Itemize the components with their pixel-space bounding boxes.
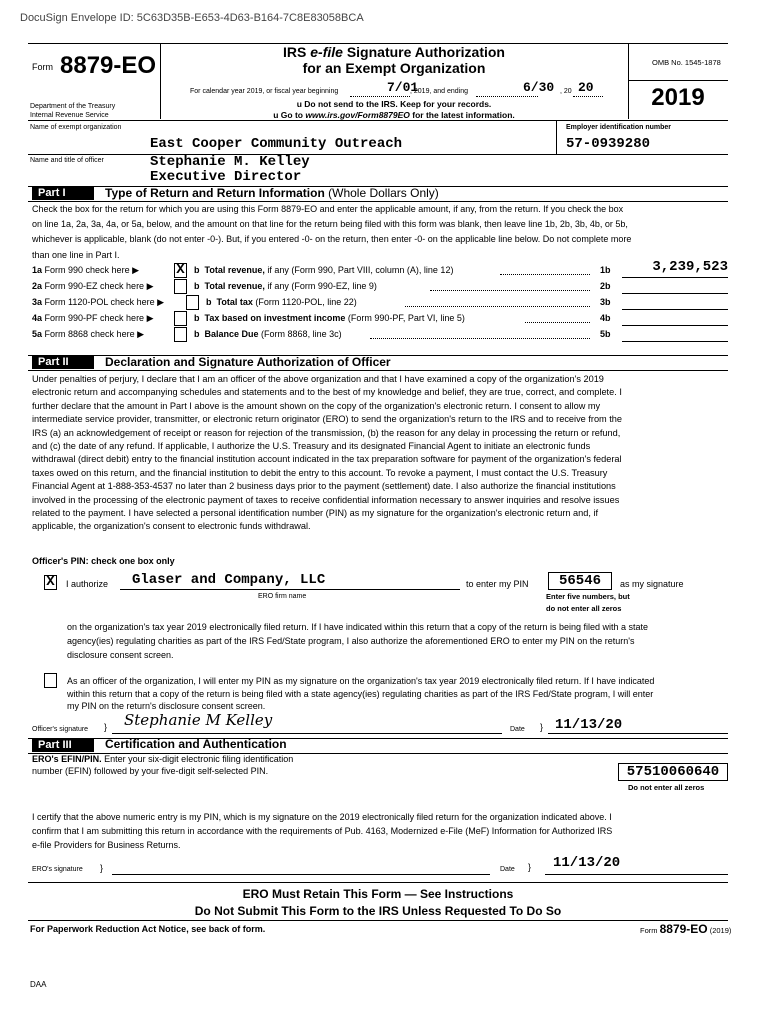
ero-date-label: Date <box>500 866 515 873</box>
line-ref: 1b <box>600 265 611 275</box>
ero-date: 11/13/20 <box>553 855 621 871</box>
amount-underline <box>622 293 728 294</box>
option2-text: As an officer of the organization, I will enter my PIN as my signature on the organization's tax year 2019 electronically filed return. If I have indicated within this return that a copy of the return is being filed with a state agency(ies) regulating charities as part of the IRS Fed/State program, I will enter my PIN on the return's disclosure consent screen. <box>67 676 655 711</box>
to-enter-pin: to enter my PIN <box>466 579 529 589</box>
part3-label: Part III <box>32 738 94 752</box>
line-b-label <box>194 329 342 339</box>
line-ref: 2b <box>600 281 611 291</box>
form-subtitle: for an Exempt Organization <box>302 60 486 76</box>
form-number: 8879-EO <box>60 52 157 79</box>
line-a-text: Form 990 check here <box>44 265 130 275</box>
arrow-right-icon: ▶ <box>157 297 165 307</box>
ero-retain: ERO Must Retain This Form — See Instructions <box>242 887 514 901</box>
line-a-number: 5a <box>32 329 43 339</box>
arrow-right-icon: ▶ <box>146 281 154 291</box>
part1-title: Type of Return and Return Information (Whole Dollars Only) <box>105 186 439 200</box>
line-a-text: Form 990-EZ check here <box>44 281 145 291</box>
arrow-right-icon: ▶ <box>132 265 140 275</box>
line-b-label <box>206 297 357 307</box>
line-a-label <box>32 329 144 340</box>
line-checkbox[interactable] <box>186 295 199 310</box>
line-b-letter: b <box>194 329 200 339</box>
line-amount[interactable]: 3,239,523 <box>652 259 728 275</box>
as-my-signature: as my signature <box>620 579 684 589</box>
part1-instructions: Check the box for the return for which you are using this Form 8879-EO and enter the applicable amount, if any, from the return. If you check the box on line 1a, 2a, 3a, 4a, or 5a, below, and the amount on that line for the return being filed with this form was blank, then leave line 1b, 2b, 3b, 4b, or 5b, whichever is applicable, blank (do not enter -0-). But, if you entered -0- on the return, then enter -0- on the applicable line below. Do not complete more than one line in Part I. <box>32 204 632 260</box>
omb-number: OMB No. 1545-1878 <box>652 58 721 67</box>
no-zeros-note: do not enter all zeros <box>546 604 622 613</box>
line-checkbox[interactable] <box>174 279 187 294</box>
calendar-year-text: For calendar year 2019, or fiscal year beginning <box>190 88 339 95</box>
line-a-number: 4a <box>32 313 43 323</box>
form-label: Form <box>32 62 53 72</box>
line-ref: 5b <box>600 329 611 339</box>
line-b-label <box>194 265 453 275</box>
officer-date: 11/13/20 <box>555 717 623 733</box>
leader-dots <box>500 274 590 275</box>
leader-dots <box>525 322 590 323</box>
leader-dots <box>430 290 590 291</box>
line-a-number: 2a <box>32 281 43 291</box>
line-a-text: Form 1120-POL check here <box>44 297 155 307</box>
form-title: IRS e-file Signature Authorization <box>283 44 505 60</box>
efin-no-zeros: Do not enter all zeros <box>628 783 705 792</box>
org-name-label: Name of exempt organization <box>30 124 122 131</box>
line-checkbox[interactable]: X <box>174 263 187 278</box>
certification-text: I certify that the above numeric entry is my PIN, which is my signature on the 2019 electronically filed return for the organization indicated above. I confirm that I am submitting this return in accordance with the requirements of Pub. 4163, Modernized e-File (MeF) Information for Authorized IRS e-file Providers for Business Returns. <box>32 812 613 850</box>
tax-year: 2019 <box>651 84 705 111</box>
line-a-number: 3a <box>32 297 43 307</box>
i-authorize: I authorize <box>66 579 109 589</box>
fiscal-begin: 7/01 <box>387 80 419 95</box>
dept-treasury: Department of the Treasury <box>30 103 116 110</box>
fiscal-end-yr: 20 <box>578 80 594 95</box>
line-a-label <box>32 313 154 324</box>
line-b-text: (Form 990-PF, Part VI, line 5) <box>345 313 465 323</box>
officer-signature-label: Officer's signature <box>32 726 89 733</box>
line-ref: 3b <box>600 297 611 307</box>
amount-underline <box>622 309 728 310</box>
part3-title: Certification and Authentication <box>105 737 287 751</box>
arrow-right-icon: ▶ <box>137 329 145 339</box>
line-b-bold: Total tax <box>216 297 253 307</box>
line-b-bold: Total revenue, <box>204 281 265 291</box>
leader-dots <box>405 306 590 307</box>
line-checkbox[interactable] <box>174 327 187 342</box>
officer-name: Stephanie M. Kelley <box>150 154 310 170</box>
notice-do-not-send: u Do not send to the IRS. Keep for your records. <box>296 99 492 109</box>
line-b-letter: b <box>194 313 200 323</box>
line-a-label <box>32 265 139 276</box>
line-b-letter: b <box>206 297 212 307</box>
ero-firm-name: Glaser and Company, LLC <box>132 572 326 588</box>
ein-value: 57-0939280 <box>566 136 651 152</box>
line-b-text: (Form 1120-POL, line 22) <box>252 297 357 307</box>
ero-signature-label: ERO's signature <box>32 866 83 873</box>
part2-label: Part II <box>32 355 94 369</box>
enter-five-numbers: Enter five numbers, but <box>546 592 630 601</box>
line-a-label <box>32 297 164 308</box>
part2-title: Declaration and Signature Authorization of Officer <box>105 355 391 369</box>
line-b-bold: Tax based on investment income <box>204 313 346 323</box>
option2-checkbox[interactable] <box>44 673 57 688</box>
line-a-text: Form 8868 check here <box>44 329 135 339</box>
option1-text: on the organization's tax year 2019 electronically filed return. If I have indicated within this return that a copy of the return is being filed with a state agency(ies) regulating charities as part of the IRS Fed/State program, I also authorize the aforementioned ERO to enter my PIN on the return's disclosure consent screen. <box>67 622 649 661</box>
officer-title: Executive Director <box>150 169 302 185</box>
do-not-submit: Do Not Submit This Form to the IRS Unless Requested To Do So <box>194 904 562 918</box>
line-checkbox[interactable] <box>174 311 187 326</box>
org-name: East Cooper Community Outreach <box>150 136 403 152</box>
notice-url: u Go to www.irs.gov/Form8879EO for the latest information. <box>273 110 515 120</box>
line-b-label <box>194 313 465 323</box>
fiscal-end: 6/30 <box>523 80 555 95</box>
arrow-right-icon: ▶ <box>146 313 154 323</box>
line-a-number: 1a <box>32 265 43 275</box>
ero-efin-pin[interactable]: 57510060640 <box>618 763 728 781</box>
officer-pin[interactable]: 56546 <box>548 572 612 590</box>
docusign-envelope-id: DocuSign Envelope ID: 5C63D35B-E653-4D63-B164-7C8E83058BCA <box>20 12 364 24</box>
amount-underline <box>622 341 728 342</box>
ein-label: Employer identification number <box>566 124 672 131</box>
officer-label: Name and title of officer <box>30 157 104 164</box>
line-b-letter: b <box>194 265 200 275</box>
irs-label: Internal Revenue Service <box>30 112 109 119</box>
part2-declaration: Under penalties of perjury, I declare that I am an officer of the above organization and that I have examined a copy of the organization's 2019 electronic return and accompanying schedules and statements and to the best of my knowledge and belief, they are true, correct, and complete. I further declare that the amount in Part I above is the amount shown on the copy of the organization's electronic return. I consent to allow my intermediate service provider, transmitter, or electronic return originator (ERO) to send the organization's return to the IRS and to receive from the IRS (a) an acknowledgement of receipt or reason for rejection of the transmission, (b) the reason for any delay in processing the return or refund, and (c) the date of any refund. If applicable, I authorize the U.S. Treasury and its designated Financial Agent to initiate an electronic funds withdrawal (direct debit) entry to the financial institution account indicated in the tax preparation software for payment of the organization's federal taxes owed on this return, and the financial institution to debit the entry to this account. To revoke a payment, I must contact the U.S. Treasury Financial Agent at 1-888-353-4537 no later than 2 business days prior to the payment (settlement) date. I also authorize the financial institutions involved in the processing of the electronic payment of taxes to receive confidential information necessary to answer inquiries and resolve issues related to the payment. I have selected a personal identification number (PIN) as my signature for the organization's electronic return and, if applicable, the organization's consent to electronic funds withdrawal. <box>32 374 623 532</box>
footer-form: Form 8879-EO (2019) <box>640 922 732 936</box>
line-b-bold: Total revenue, <box>204 265 265 275</box>
line-b-label <box>194 281 377 291</box>
paperwork-notice: For Paperwork Reduction Act Notice, see back of form. <box>30 924 266 934</box>
amount-underline <box>622 325 728 326</box>
amount-underline <box>622 277 728 278</box>
line-a-text: Form 990-PF check here <box>44 313 145 323</box>
line-b-letter: b <box>194 281 200 291</box>
line-b-text: if any (Form 990-EZ, line 9) <box>264 281 377 291</box>
line-b-text: (Form 8868, line 3c) <box>258 329 342 339</box>
line-b-text: if any (Form 990, Part VIII, column (A), line 12) <box>264 265 454 275</box>
leader-dots <box>370 338 590 339</box>
option1-checkbox[interactable]: X <box>44 575 57 590</box>
officer-date-label: Date <box>510 726 525 733</box>
fiscal-end-yr-prefix: , 20 <box>560 88 572 95</box>
efin-instructions-1: ERO's EFIN/PIN. Enter your six-digit electronic filing identification <box>32 754 294 764</box>
ero-firm-label: ERO firm name <box>258 593 307 600</box>
pin-heading: Officer's PIN: check one box only <box>32 556 175 566</box>
daa-label: DAA <box>30 980 47 989</box>
part1-label: Part I <box>32 186 94 200</box>
line-a-label <box>32 281 154 292</box>
line-ref: 4b <box>600 313 611 323</box>
officer-signature[interactable]: Stephanie M Kelley <box>124 711 273 729</box>
fiscal-year-text: , 2019, and ending <box>410 88 468 95</box>
efin-instructions-2: number (EFIN) followed by your five-digit self-selected PIN. <box>32 766 269 776</box>
line-b-bold: Balance Due <box>204 329 259 339</box>
